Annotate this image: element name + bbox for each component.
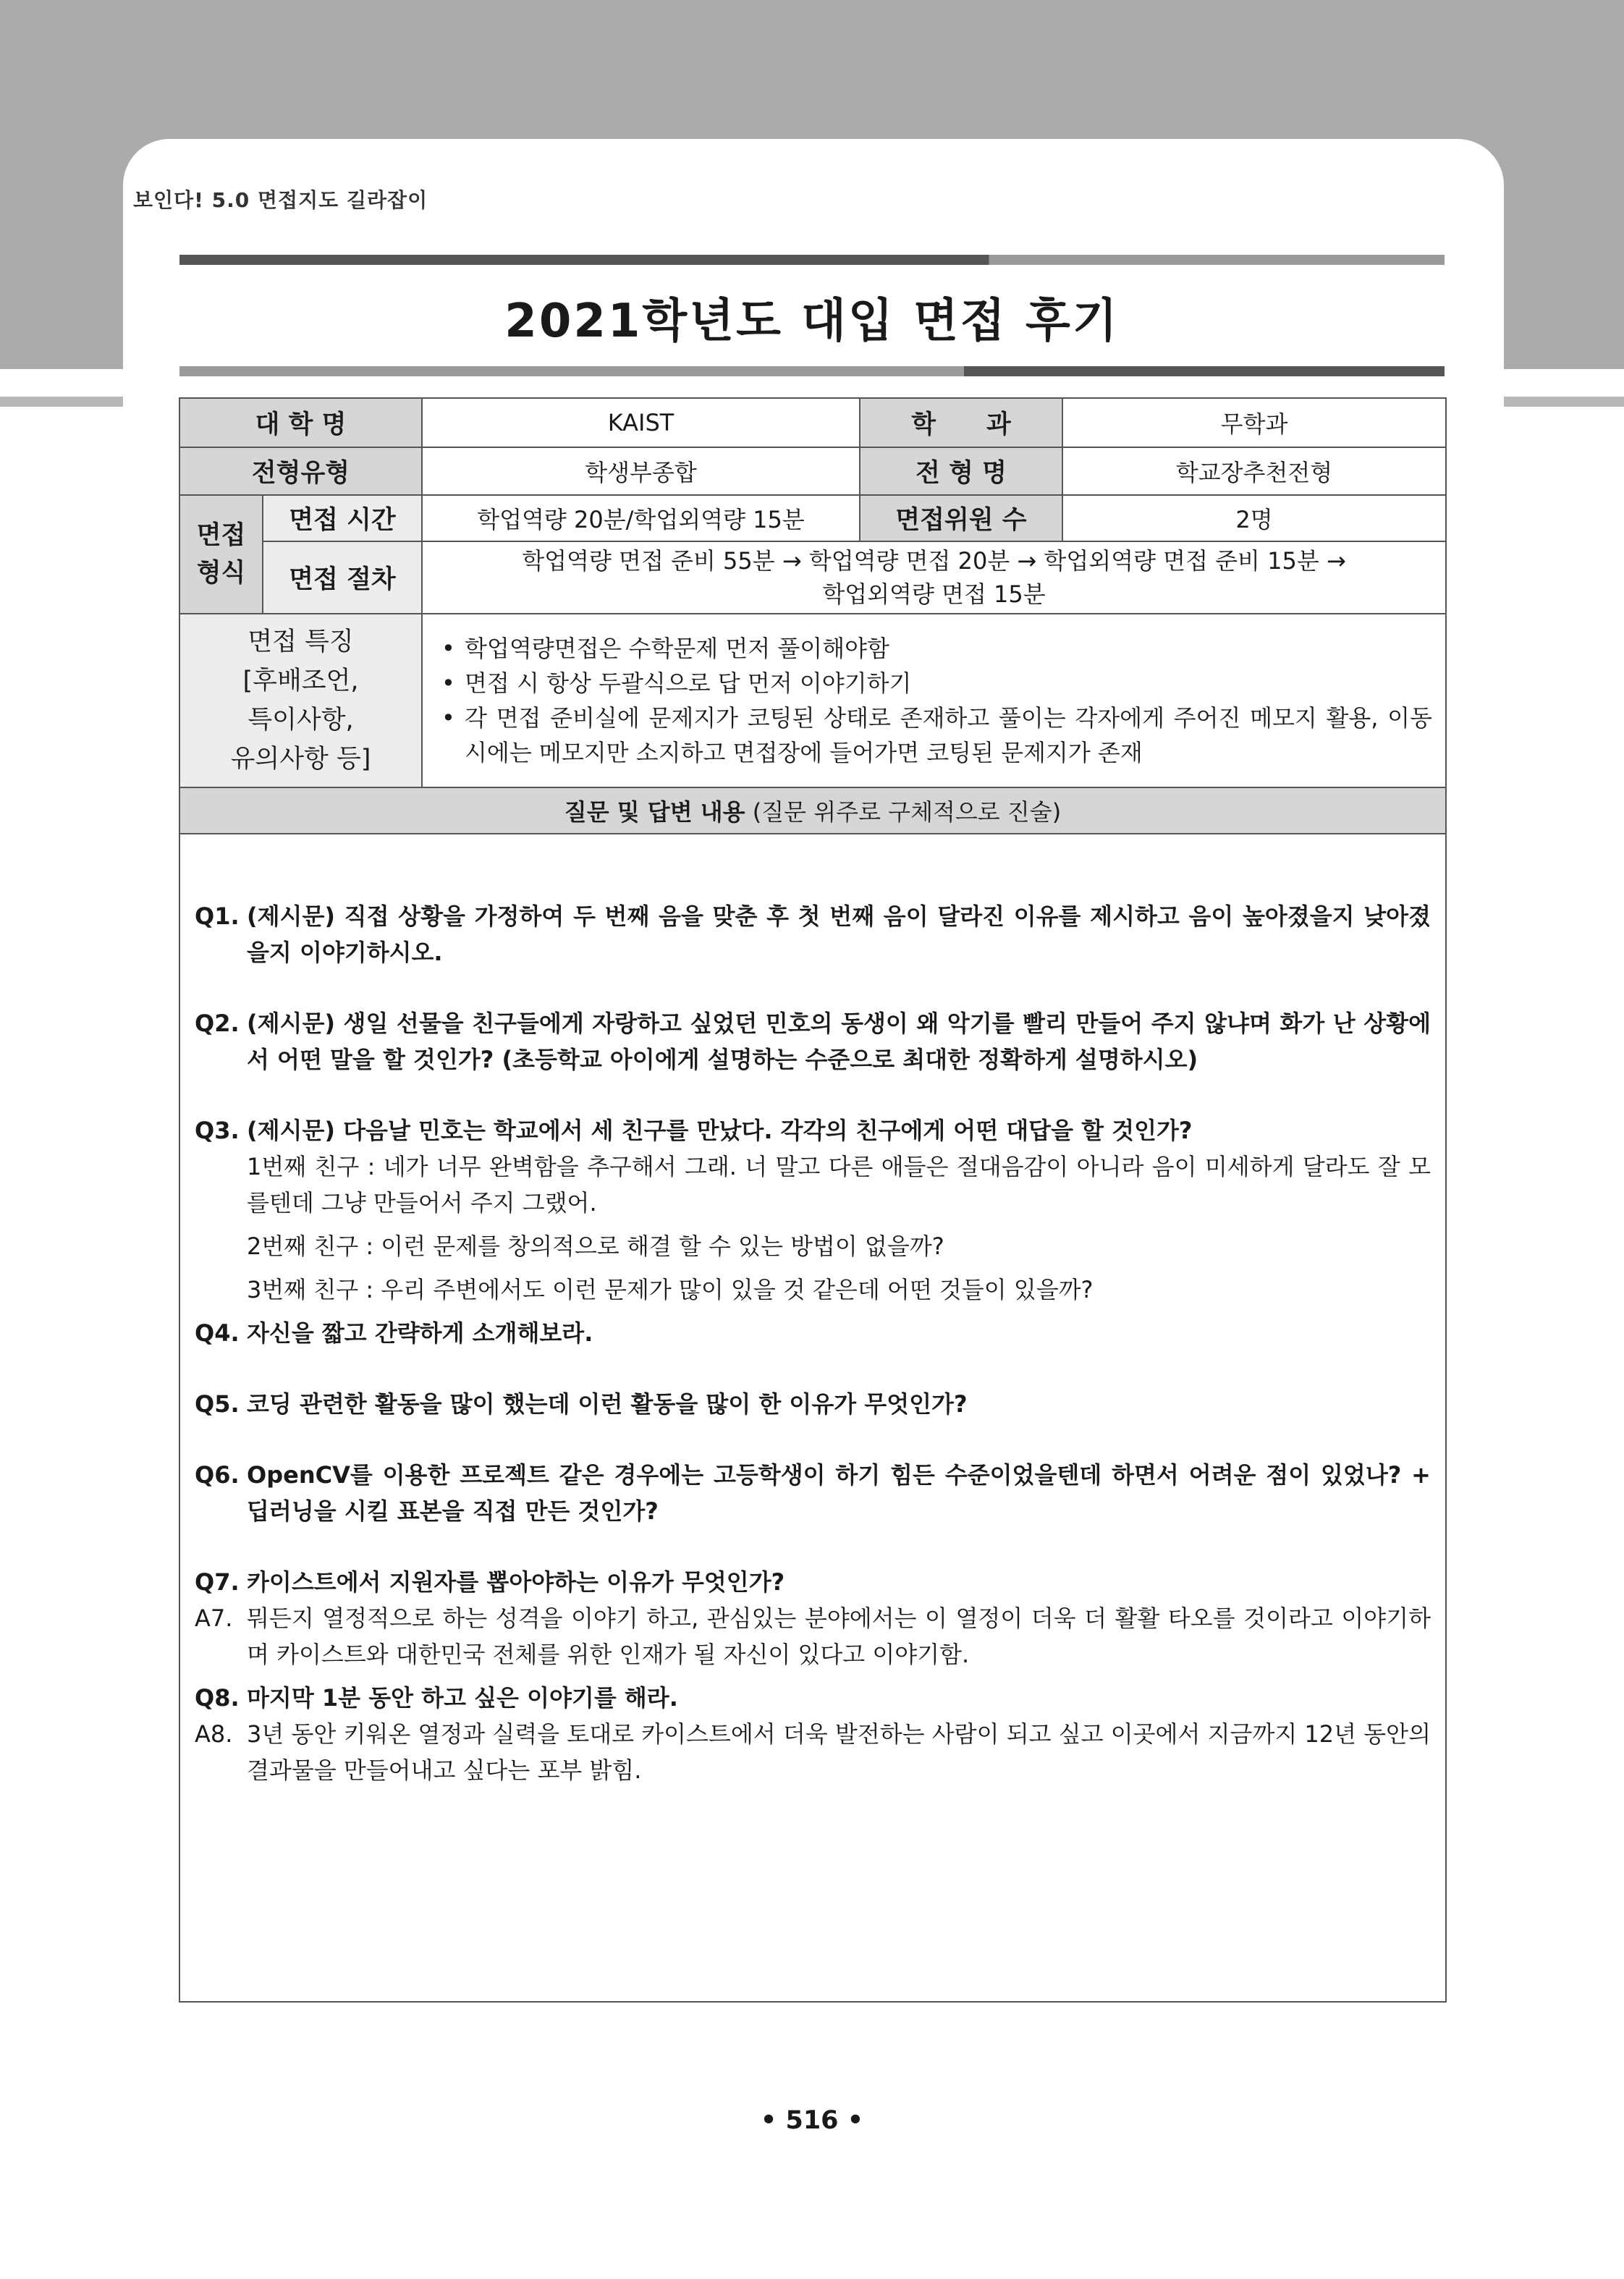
features-cell	[422, 614, 1446, 787]
question-text: 코딩 관련한 활동을 많이 했는데 이런 활동을 많이 한 이유가 무엇인가?	[247, 1390, 968, 1418]
interviewers-value: 2명	[1062, 495, 1446, 541]
feature-item: • 학업역량면접은 수학문제 먼저 풀이해야함	[439, 631, 1432, 666]
question-3	[195, 1112, 1431, 1149]
procedure-line-1: 학업역량 면접 준비 55분 → 학업역량 면접 20분 → 학업외역량 면접 준비 15분 →	[522, 547, 1346, 575]
admission-type-value: 학생부종합	[422, 447, 860, 495]
format-label: 면접 형식	[179, 495, 263, 614]
qa-heading-note: (질문 위주로 구체적으로 진술)	[745, 798, 1062, 826]
question-text: (제시문) 생일 선물을 친구들에게 자랑하고 싶었던 민호의 동생이 왜 악기를 빨리 만들어 주지 않냐며 화가 난 상황에서 어떤 말을 할 것인가? (초등학교 아이에게 설명하는 수준으로 최대한 정확하게 설명하시오)	[247, 1010, 1431, 1073]
question-text: 자신을 짧고 간략하게 소개해보라.	[247, 1319, 593, 1347]
question-text: 마지막 1분 동안 하고 싶은 이야기를 해라.	[247, 1684, 678, 1712]
question-text: OpenCV를 이용한 프로젝트 같은 경우에는 고등학생이 하기 힘든 수준이었을텐데 하면서 어려운 점이 있었나? + 딥러닝을 시킬 표본을 직접 만든 것인가?	[247, 1461, 1431, 1525]
feature-item: • 면접 시 항상 두괄식으로 답 먼저 이야기하기	[439, 666, 1432, 701]
question-number: Q7.	[195, 1568, 240, 1596]
running-head: 보인다! 5.0 면접지도 길라잡이	[133, 188, 428, 212]
procedure-label: 면접 절차	[263, 541, 422, 614]
university-label: 대 학 명	[179, 398, 422, 447]
qa-body	[179, 834, 1446, 2002]
question-text: 카이스트에서 지원자를 뽑아야하는 이유가 무엇인가?	[247, 1568, 785, 1596]
features-label-text: 면접 특징 [후배조언, 특이사항, 유의사항 등]	[230, 627, 371, 774]
question-number: Q5.	[195, 1390, 240, 1418]
question-2	[195, 1005, 1431, 1078]
title-rule-bottom	[179, 366, 1445, 376]
question-text: (제시문) 다음날 민호는 학교에서 세 친구를 만났다. 각각의 친구에게 어떤 대답을 할 것인가?	[247, 1117, 1193, 1144]
admission-name-label: 전 형 명	[860, 447, 1062, 495]
question-7	[195, 1564, 1431, 1600]
answer-7	[195, 1600, 1431, 1673]
features-list	[423, 620, 1445, 782]
procedure-value	[422, 541, 1446, 614]
time-value: 학업역량 20분/학업외역량 15분	[422, 495, 860, 541]
answer-text: 3년 동안 키워온 열정과 실력을 토대로 카이스트에서 더욱 발전하는 사람이 되고 싶고 이곳에서 지금까지 12년 동안의 결과물을 만들어내고 싶다는 포부 밝힘.	[247, 1720, 1431, 1784]
q3-friend-2: 2번째 친구 : 이런 문제를 창의적으로 해결 할 수 있는 방법이 없을까?	[247, 1232, 944, 1260]
question-5	[195, 1386, 1431, 1422]
answer-number: A8.	[195, 1720, 233, 1748]
question-number: Q4.	[195, 1319, 240, 1347]
page-number: • 516 •	[760, 2106, 864, 2135]
question-number: Q3.	[195, 1117, 240, 1144]
page-title: 2021학년도 대입 면접 후기	[504, 295, 1120, 348]
q3-friend-1: 1번째 친구 : 네가 너무 완벽함을 추구해서 그래. 너 말고 다른 애들은 절대음감이 아니라 음이 미세하게 달라도 잘 모를텐데 그냥 만들어서 주지 그랬어.	[247, 1153, 1431, 1217]
admission-type-label: 전형유형	[179, 447, 422, 495]
q3-friend-3: 3번째 친구 : 우리 주변에서도 이런 문제가 많이 있을 것 같은데 어떤 것들이 있을까?	[247, 1276, 1094, 1303]
university-value: KAIST	[422, 398, 860, 447]
question-number: Q2.	[195, 1010, 240, 1037]
title-rule-top	[179, 255, 1445, 265]
department-label: 학 과	[860, 398, 1062, 447]
qa-heading-bold: 질문 및 답변 내용	[564, 798, 745, 826]
question-number: Q1.	[195, 902, 240, 930]
features-label	[179, 614, 422, 787]
procedure-line-2: 학업외역량 면접 15분	[822, 580, 1046, 608]
interviewers-label: 면접위원 수	[860, 495, 1062, 541]
side-stripe-right	[1502, 397, 1624, 407]
question-8	[195, 1680, 1431, 1716]
feature-item: • 각 면접 준비실에 문제지가 코팅된 상태로 존재하고 풀이는 각자에게 주어진 메모지 활용, 이동 시에는 메모지만 소지하고 면접장에 들어가면 코팅된 문제지가 존재	[439, 701, 1432, 770]
answer-8	[195, 1716, 1431, 1788]
department-value: 무학과	[1062, 398, 1446, 447]
question-number: Q6.	[195, 1461, 240, 1489]
question-4	[195, 1315, 1431, 1351]
qa-heading	[179, 787, 1446, 834]
answer-text: 뭐든지 열정적으로 하는 성격을 이야기 하고, 관심있는 분야에서는 이 열정이 더욱 더 활활 타오를 것이라고 이야기하며 카이스트와 대한민국 전체를 위한 인재가 될 자신이 있다고 이야기함.	[247, 1604, 1431, 1668]
interview-info-table	[179, 397, 1447, 2003]
question-1	[195, 898, 1431, 971]
question-text: (제시문) 직접 상황을 가정하여 두 번째 음을 맞춘 후 첫 번째 음이 달라진 이유를 제시하고 음이 높아졌을지 낮아졌을지 이야기하시오.	[247, 902, 1431, 966]
answer-number: A7.	[195, 1604, 233, 1632]
time-label: 면접 시간	[263, 495, 422, 541]
question-6	[195, 1457, 1431, 1529]
question-number: Q8.	[195, 1684, 240, 1712]
admission-name-value: 학교장추천전형	[1062, 447, 1446, 495]
